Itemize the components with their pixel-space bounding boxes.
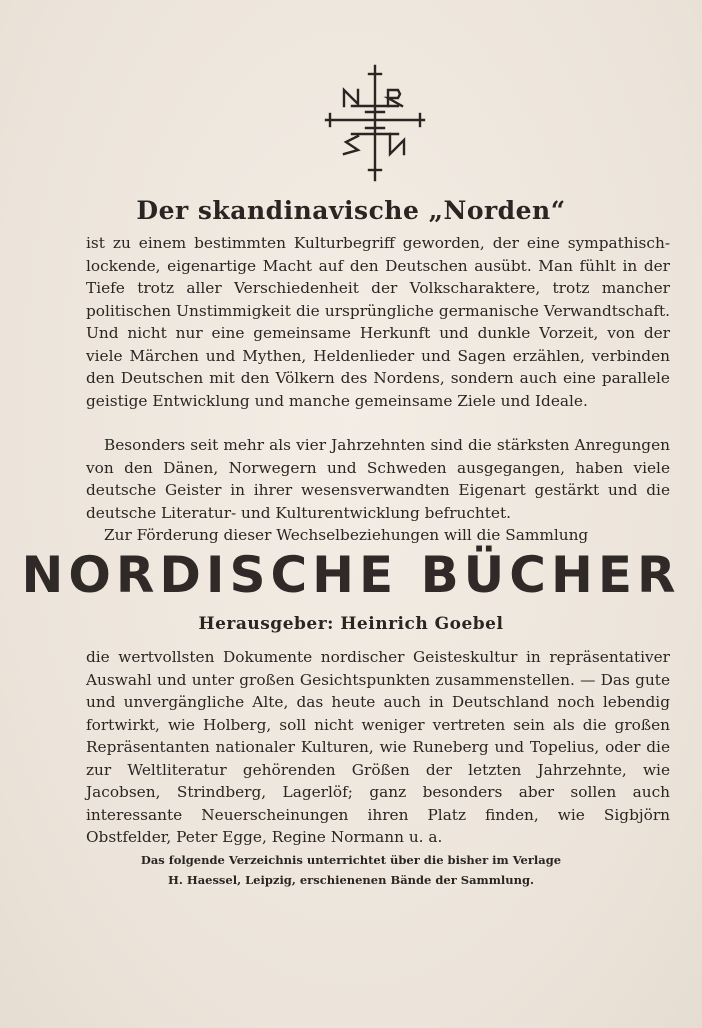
note-line-1: Das folgende Verzeichnis unterrichtet über die bisher im Verlage (140, 853, 562, 867)
intro-paragraph: ist zu einem bestimmten Kulturbegriff geworden, der eine sympathisch-lockende, eigenartige Macht auf den Deutschen ausübt. Man fühlt in der Tiefe trotz aller Verschiedenheit der Volkscharaktere, trotz mancher politischen Unstimmigkeit die ursprüngliche germanische Verwandtschaft. Und nicht nur eine gemeinsame Herkunft und dunkle Vorzeit, von der viele Märchen und Mythen, Heldenlieder und Sagen erzählen, verbinden den Deutschen mit den Völkern des Nordens, sondern auch eine parallele geistige Entwicklung und manche gemeinsame Ziele und Ideale. (86, 234, 670, 410)
series-title: NORDISCHE BÜCHER (21, 546, 681, 604)
third-paragraph: Zur Förderung dieser Wechselbeziehungen will die Sammlung (104, 526, 589, 544)
second-paragraph: Besonders seit mehr als vier Jahrzehnten sind die stärksten Anregungen von den Dänen, Norwegern und Schweden ausgegangen, haben viele deutsche Geister in ihrer wesensverwandten Eigenart gestärkt und die deutsche Literatur- und Kulturentwicklung befruchtet. (86, 436, 670, 522)
editor-line: Herausgeber: Heinrich Goebel (198, 614, 504, 634)
note-line-2: H. Haessel, Leipzig, erschienenen Bände der Sammlung. (167, 873, 535, 887)
runic-emblem-icon (320, 62, 430, 188)
catalog-note (0, 850, 702, 890)
page-title: Der skandinavische „Norden“ (136, 196, 566, 225)
fourth-paragraph: die wertvollsten Dokumente nordischer Geisteskultur in repräsentativer Auswahl und unter großen Gesichtspunkten zusammenstellen. — Das gute und unvergängliche Alte, das heute auch in Deutschland noch lebendig fortwirkt, wie Holberg, soll nicht weniger vertreten sein als die großen Repräsentanten nationaler Kulturen, wie Runeberg und Topelius, oder die zur Weltliteratur gehörenden Größen der letzten Jahrzehnte, wie Jacobsen, Strindberg, Lagerlöf; ganz besonders aber sollen auch interessante Neuerscheinungen ihren Platz finden, wie Sigbjörn Obstfelder, Peter Egge, Regine Normann u. a. (86, 648, 670, 846)
